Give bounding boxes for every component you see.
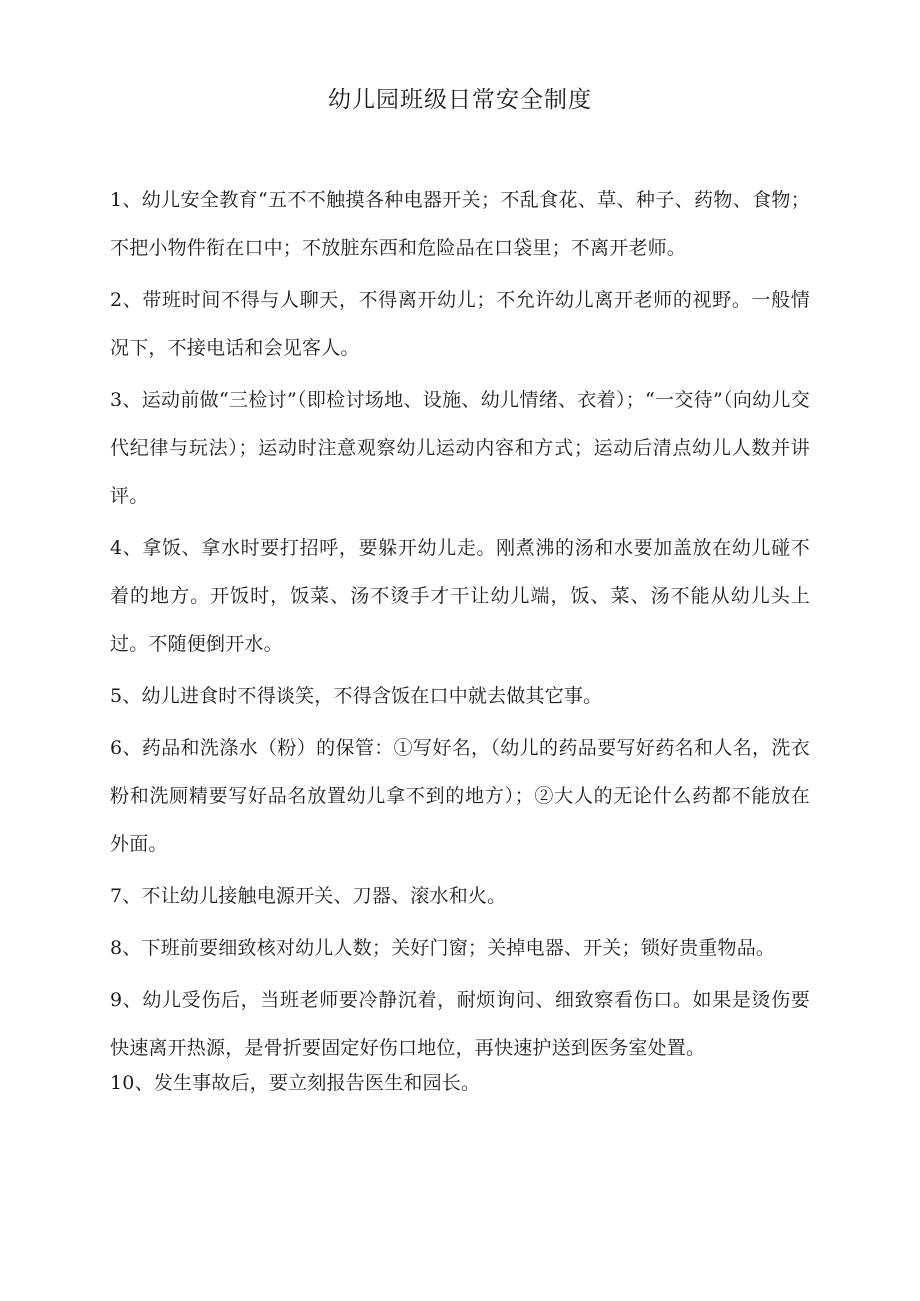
- rule-item-3: 3、运动前做“三检讨”（即检讨场地、设施、幼儿情绪、衣着）；“一交待”（向幼儿交代纪律与玩法）；运动时注意观察幼儿运动内容和方式；运动后清点幼儿人数并讲评。: [110, 389, 810, 507]
- rule-item-8: 8、下班前要细致核对幼儿人数；关好门窗；关掉电器、开关；锁好贵重物品。: [110, 937, 776, 959]
- rule-item-9: 9、幼儿受伤后，当班老师要冷静沉着，耐烦询问、细致察看伤口。如果是烫伤要快速离开热源，是骨折要固定好伤口地位，再快速护送到医务室处置。: [110, 989, 810, 1059]
- document-title: 幼儿园班级日常安全制度: [328, 87, 592, 113]
- rule-item-6: 6、药品和洗涤水（粉）的保管：①写好名，（幼儿的药品要写好药名和人名，洗衣粉和洗厕精要写好品名放置幼儿拿不到的地方）；②大人的无论什么药都不能放在外面。: [110, 737, 810, 855]
- rule-item-5: 5、幼儿进食时不得谈笑，不得含饭在口中就去做其它事。: [110, 685, 603, 707]
- rule-item-10: 10、发生事故后，要立刻报告医生和园长。: [110, 1072, 481, 1094]
- rule-item-7: 7、不让幼儿接触电源开关、刀器、滚水和火。: [110, 885, 507, 907]
- rule-item-2: 2、带班时间不得与人聊天，不得离开幼儿；不允许幼儿离开老师的视野。一般情况下，不接电话和会见客人。: [110, 289, 810, 359]
- rule-item-4: 4、拿饭、拿水时要打招呼，要躲开幼儿走。刚煮沸的汤和水要加盖放在幼儿碰不着的地方。开饭时，饭菜、汤不烫手才干让幼儿端，饭、菜、汤不能从幼儿头上过。不随便倒开水。: [110, 537, 810, 655]
- rule-item-1: 1、幼儿安全教育“五不不触摸各种电器开关；不乱食花、草、种子、药物、食物；不把小物件衔在口中；不放脏东西和危险品在口袋里；不离开老师。: [110, 189, 810, 259]
